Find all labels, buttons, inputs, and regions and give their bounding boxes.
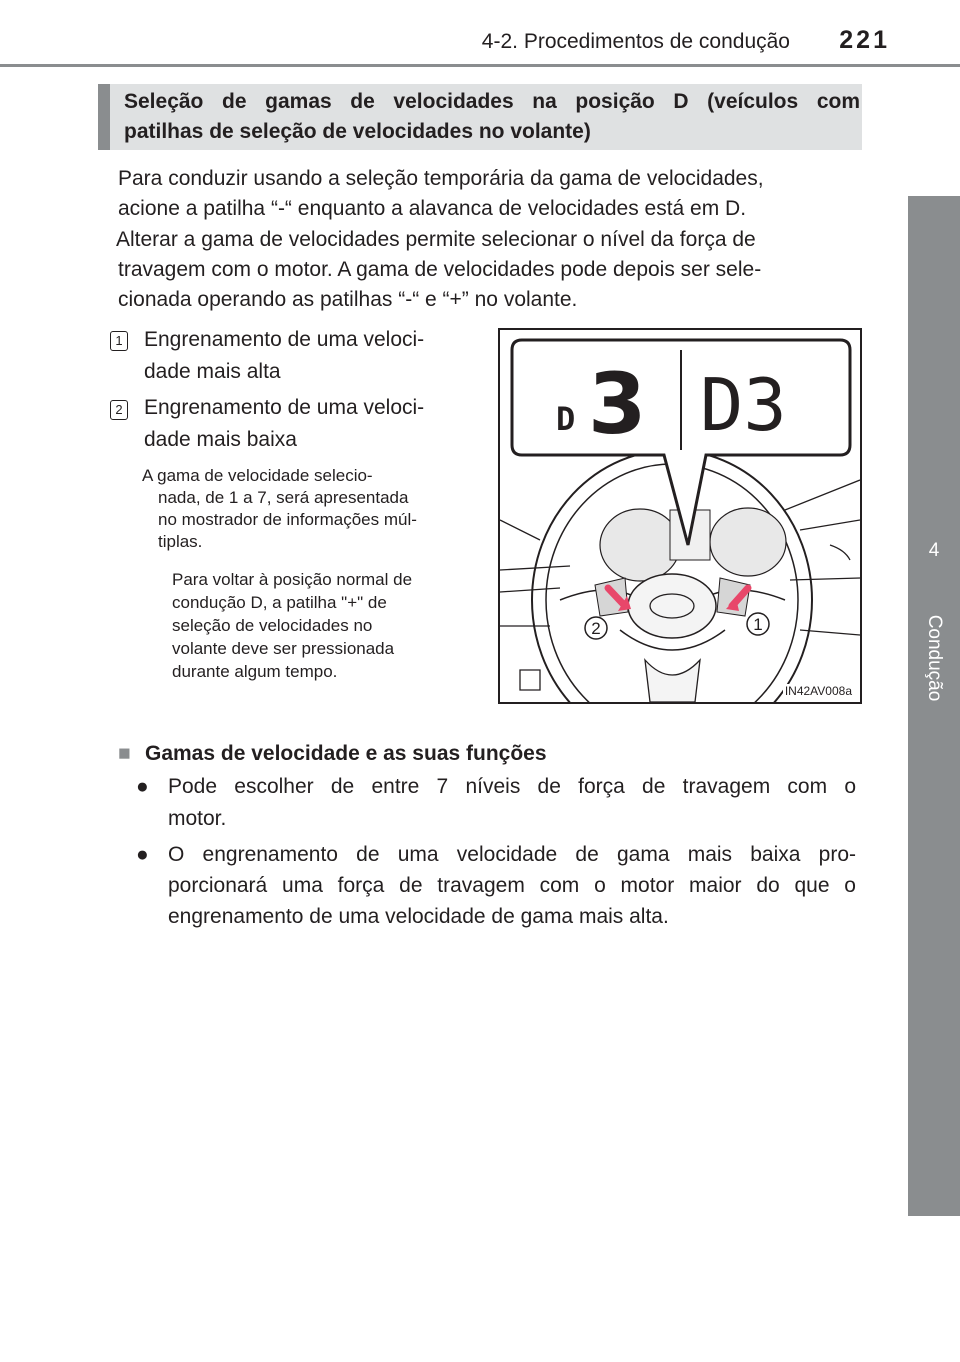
bullet-2-line-3: engrenamento de uma velocidade de gama mais alta. [168,905,669,928]
bullet-2-line-1: O engrenamento de uma velocidade de gama mais baixa pro- [168,843,856,866]
figure-code: IN42AV008a [784,684,852,698]
section-heading: Gamas de velocidade e as suas funções [145,742,547,765]
display-left-prefix: D [556,400,576,438]
chapter-number: 4 [928,540,940,561]
note-line: nada, de 1 a 7, será apresentada [158,488,409,507]
intro-line: acione a patilha “-“ enquanto a alavanca de velocidades está em D. [118,197,747,220]
intro-line: Para conduzir usando a seleção temporária da gama de velocidades, [118,167,764,190]
intro-line: travagem com o motor. A gama de velocidades pode depois ser sele- [118,258,762,281]
note2-line: Para voltar à posição normal de [172,570,413,589]
bullet-1-line-1: Pode escolher de entre 7 níveis de força de travagem com o [168,775,856,798]
bullet-2-line-2: porcionará uma força de travagem com o motor maior do que o [168,874,856,897]
note-line: A gama de velocidade selecio- [142,466,373,485]
section-header: 4-2. Procedimentos de condução [481,30,790,53]
page-number: 221 [839,26,890,54]
intro-line: Alterar a gama de velocidades permite selecionar o nível da força de [116,228,756,251]
note-line: tiplas. [158,532,203,551]
item-marker-2: 2 [110,400,128,420]
bullet-marker: ● [136,843,149,866]
topic-title-line-2: patilhas de seleção de velocidades no volante) [124,120,591,143]
note-line: no mostrador de informações múl- [158,510,417,529]
chapter-title-text: Condução [924,614,945,702]
intro-line: cionada operando as patilhas “-“ e “+” no volante. [118,288,578,311]
callout-1: 1 [753,615,763,634]
display-right: D3 [700,363,787,447]
note2-line: condução D, a patilha "+" de [172,593,387,612]
steering-wheel-illustration [500,330,860,702]
note2-line: durante algum tempo. [172,662,338,681]
item-1-line-2: dade mais alta [144,360,281,383]
chapter-title [908,598,960,718]
bullet-1-line-2: motor. [168,807,227,830]
display-left-gear: 3 [588,355,647,453]
callout-2: 2 [591,619,601,638]
item-2-line-2: dade mais baixa [144,428,297,451]
note2-line: volante deve ser pressionada [172,639,395,658]
topic-title-line-1: Seleção de gamas de velocidades na posição D (veículos com [124,90,860,113]
section-heading-marker: ■ [118,742,131,765]
bullet-marker: ● [136,775,149,798]
item-2-line-1: Engrenamento de uma veloci- [144,396,425,419]
note2-line: seleção de velocidades no [172,616,373,635]
topic-title-box [98,84,862,150]
item-1-line-1: Engrenamento de uma veloci- [144,328,425,351]
steering-wheel-figure [498,328,862,704]
header-rule [0,64,960,67]
item-marker-1: 1 [110,331,128,351]
